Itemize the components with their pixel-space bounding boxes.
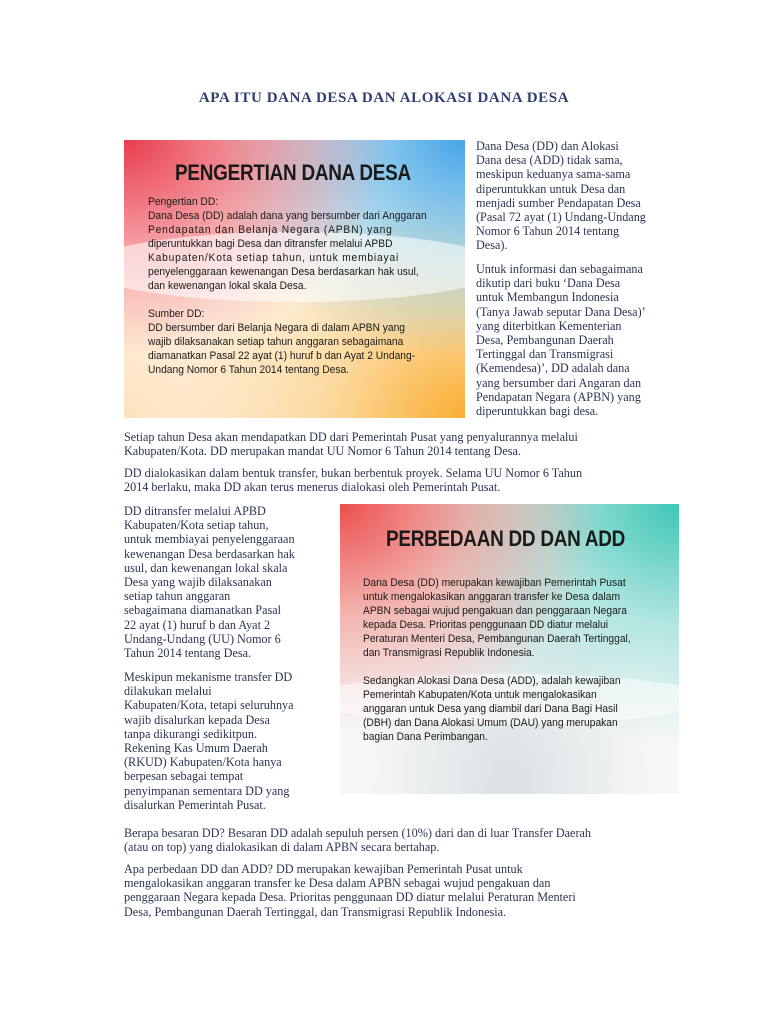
text-line: penyimpanan sementara DD yang bbox=[124, 783, 290, 798]
text-line: yang diterbitkan Kementerian bbox=[476, 318, 622, 333]
text-line: usul, dan kewenangan lokal skala bbox=[124, 560, 288, 575]
infographic-body bbox=[363, 576, 676, 744]
text-line: setiap tahun anggaran bbox=[124, 589, 231, 604]
text-line: (RKUD) Kabupaten/Kota hanya bbox=[124, 755, 282, 770]
text-line: Kabupaten/Kota, tetapi seluruhnya bbox=[124, 698, 294, 713]
text-line: Nomor 6 Tahun 2014 tentang bbox=[476, 224, 620, 239]
text-line: Pendapatan dan Belanja Negara (APBN) yang bbox=[148, 224, 393, 236]
text-line: Kabupaten/Kota setiap tahun, untuk membiayai bbox=[148, 252, 400, 264]
text-line: yang bersumber dari Angaran dan bbox=[476, 375, 642, 390]
text-line: (Tanya Jawab seputar Dana Desa)’ bbox=[476, 304, 646, 319]
paragraph-besaran-dd bbox=[124, 826, 684, 854]
text-line: 2014 berlaku, maka DD akan terus menerus dialokasi oleh Pemerintah Pusat. bbox=[124, 480, 501, 495]
text-line: Untuk informasi dan sebagaimana bbox=[476, 262, 643, 276]
text-line: penggaraan Negara kepada Desa. Prioritas penggunaan DD diatur melalui Peraturan Menteri bbox=[124, 890, 576, 905]
text-line: DD dialokasikan dalam bentuk transfer, bukan berbentuk proyek. Selama UU Nomor 6 Tahun bbox=[124, 466, 583, 480]
text-line: APBN sebagai wujud pengakuan dan penggaraan Negara bbox=[363, 605, 627, 617]
text-line: dan kewenangan lokal skala Desa. bbox=[148, 280, 307, 292]
text-line: Setiap tahun Desa akan mendapatkan DD dari Pemerintah Pusat yang penyalurannya melalui bbox=[124, 430, 578, 444]
text-line: Sedangkan Alokasi Dana Desa (ADD), adalah kewajiban bbox=[363, 675, 621, 687]
paragraph-setiap-tahun bbox=[124, 430, 684, 458]
text-line: anggaran untuk Desa yang diambil dari Dana Bagi Hasil bbox=[363, 703, 618, 715]
text-line: untuk membiayai penyelenggaraan bbox=[124, 532, 295, 547]
text-line: Pemerintah Kabupaten/Kota untuk mengalokasikan bbox=[363, 689, 597, 701]
text-line: untuk mengalokasikan anggaran transfer ke Desa dalam bbox=[363, 591, 621, 603]
text-line: DD ditransfer melalui APBD bbox=[124, 504, 266, 518]
text-line: Dana Desa (DD) dan Alokasi bbox=[476, 139, 619, 153]
text-line: disalurkan Pemerintah Pusat. bbox=[124, 797, 266, 812]
text-line: diperuntukkan untuk Desa dan bbox=[476, 181, 626, 196]
text-line: Tertinggal dan Transmigrasi bbox=[476, 347, 614, 362]
text-line: (DBH) dan Dana Alokasi Umum (DAU) yang merupakan bbox=[363, 717, 618, 729]
text-line: Kabupaten/Kota setiap tahun, bbox=[124, 518, 269, 533]
text-line: Pengertian DD: bbox=[148, 196, 219, 208]
right-column-paragraph-1 bbox=[476, 139, 756, 253]
text-line: Tahun 2014 tentang Desa. bbox=[124, 646, 252, 661]
text-line: Desa yang wajib dilaksanakan bbox=[124, 575, 272, 590]
text-line: Dana Desa (DD) adalah dana yang bersumber dari Anggaran bbox=[148, 210, 427, 222]
right-column-paragraph-2 bbox=[476, 262, 756, 418]
text-line: wajib disalurkan kepada Desa bbox=[124, 712, 270, 727]
text-line: dilakukan melalui bbox=[124, 684, 212, 699]
text-line: Rekening Kas Umum Daerah bbox=[124, 741, 268, 756]
text-line: kepada Desa. Prioritas penggunaan DD diatur melalui bbox=[363, 619, 609, 631]
text-line: meskipun keduanya sama-sama bbox=[476, 167, 631, 182]
text-line: 22 ayat (1) huruf b dan Ayat 2 bbox=[124, 617, 271, 632]
text-line: penyelenggaraan kewenangan Desa berdasarkan hak usul, bbox=[148, 266, 419, 278]
text-line: mengalokasikan anggaran transfer ke Desa dalam APBN sebagai wujud pengakuan dan bbox=[124, 876, 551, 891]
text-line: dikutip dari buku ‘Dana Desa bbox=[476, 276, 621, 291]
infographic-pengertian-dana-desa bbox=[124, 140, 465, 418]
text-line: diamanatkan Pasal 22 ayat (1) huruf b dan Ayat 2 Undang- bbox=[148, 350, 416, 362]
infographic-body bbox=[148, 195, 460, 377]
left-column-paragraph-1 bbox=[124, 504, 336, 660]
text-line: Undang-Undang (UU) Nomor 6 bbox=[124, 631, 281, 646]
text-line: Berapa besaran DD? Besaran DD adalah sepuluh persen (10%) dari dan di luar Transfer Daerah bbox=[124, 826, 592, 840]
text-line: Peraturan Menteri Desa, Pembangunan Daerah Tertinggal, bbox=[363, 633, 631, 645]
document-title: APA ITU DANA DESA DAN ALOKASI DANA DESA bbox=[198, 90, 570, 106]
infographic-perbedaan-dd-add bbox=[340, 504, 679, 794]
text-line: menjadi sumber Pendapatan Desa bbox=[476, 195, 641, 210]
paragraph-dialokasikan bbox=[124, 466, 684, 494]
text-line: Desa). bbox=[476, 238, 508, 253]
text-line: bagian Dana Perimbangan. bbox=[363, 731, 488, 743]
paragraph-perbedaan-dd-add bbox=[124, 862, 680, 919]
infographic-heading: PENGERTIAN DANA DESA bbox=[175, 160, 411, 185]
text-line: kewenangan Desa berdasarkan hak bbox=[124, 546, 295, 561]
text-line: DD bersumber dari Belanja Negara di dalam APBN yang bbox=[148, 322, 405, 334]
text-line: diperuntukkan bagi desa. bbox=[476, 404, 599, 419]
text-line: (Pasal 72 ayat (1) Undang-Undang bbox=[476, 210, 646, 225]
left-column-paragraph-2 bbox=[124, 670, 336, 812]
text-line: Undang Nomor 6 Tahun 2014 tentang Desa. bbox=[148, 364, 350, 376]
text-line: diperuntukkan bagi Desa dan ditransfer melalui APBD bbox=[148, 238, 393, 250]
text-line: Dana desa (ADD) tidak sama, bbox=[476, 153, 623, 168]
text-line: wajib dilaksanakan setiap tahun anggaran sebagaimana bbox=[148, 336, 404, 348]
text-line: Sumber DD: bbox=[148, 308, 205, 320]
text-line: Dana Desa (DD) merupakan kewajiban Pemerintah Pusat bbox=[363, 577, 626, 589]
text-line: tanpa dikurangi sedikitpun. bbox=[124, 726, 258, 741]
text-line: Desa, Pembangunan Daerah Tertinggal, dan Transmigrasi Republik Indonesia. bbox=[124, 904, 507, 919]
text-line: Apa perbedaan DD dan ADD? DD merupakan kewajiban Pemerintah Pusat untuk bbox=[124, 862, 523, 876]
text-line: (Kemendesa)’, DD adalah dana bbox=[476, 361, 630, 376]
text-line: untuk Membangun Indonesia bbox=[476, 290, 619, 305]
infographic-heading: PERBEDAAN DD DAN ADD bbox=[386, 526, 626, 551]
text-line: Meskipun mekanisme transfer DD bbox=[124, 670, 293, 684]
text-line: dan Transmigrasi Republik Indonesia. bbox=[363, 647, 535, 659]
text-line: Desa, Pembangunan Daerah bbox=[476, 333, 614, 348]
text-line: Pendapatan Negara (APBN) yang bbox=[476, 389, 641, 404]
text-line: (atau on top) yang dialokasikan di dalam APBN secara bertahap. bbox=[124, 840, 440, 855]
text-line: Kabupaten/Kota. DD merupakan mandat UU Nomor 6 Tahun 2014 tentang Desa. bbox=[124, 444, 521, 459]
text-line: berpesan sebagai tempat bbox=[124, 769, 244, 784]
text-line: sebagaimana diamanatkan Pasal bbox=[124, 603, 282, 618]
